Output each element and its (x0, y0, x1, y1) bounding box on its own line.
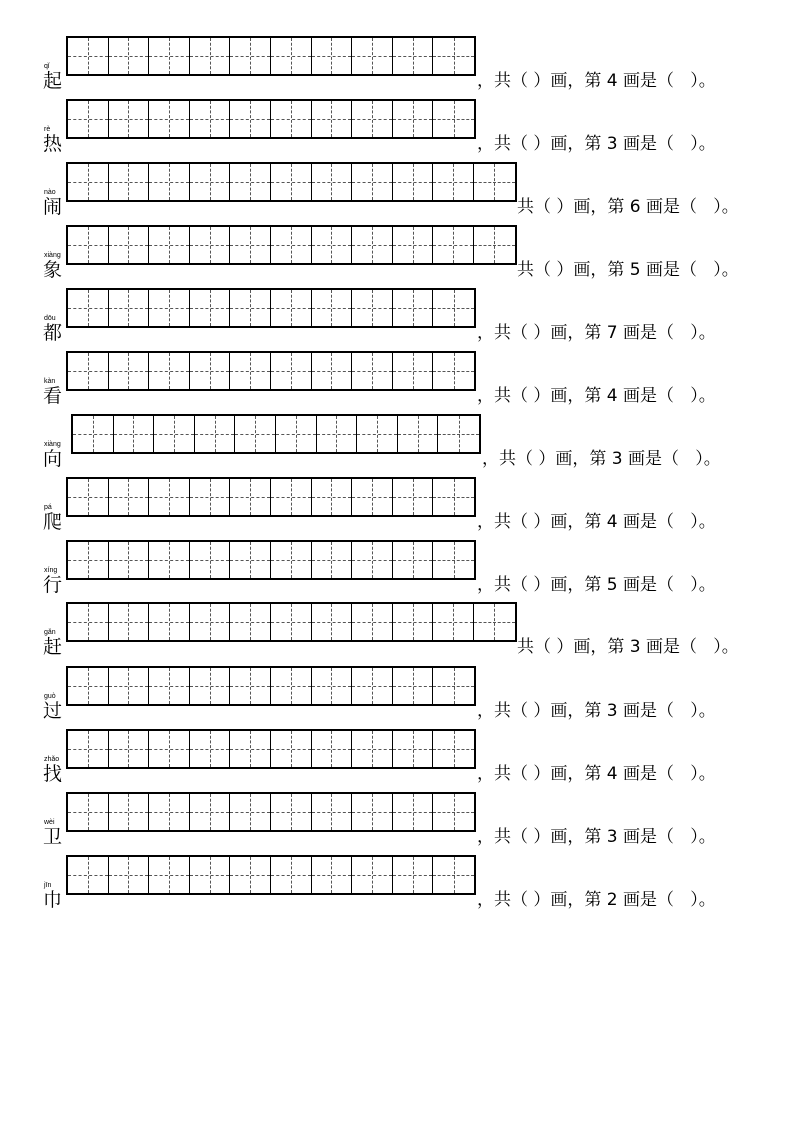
writing-cell[interactable] (271, 794, 312, 830)
writing-cell[interactable] (312, 731, 353, 767)
writing-cell[interactable] (271, 857, 312, 893)
writing-cell[interactable] (109, 227, 150, 263)
writing-cell[interactable] (109, 38, 150, 74)
writing-cell[interactable] (312, 227, 353, 263)
writing-cell[interactable] (352, 353, 393, 389)
writing-cell[interactable] (68, 479, 109, 515)
question-text: ，共（ ）画，第 4 画是（ ）。 (477, 764, 716, 784)
writing-cell[interactable] (474, 164, 515, 200)
writing-cell[interactable] (352, 794, 393, 830)
writing-cell[interactable] (271, 38, 312, 74)
writing-cell[interactable] (352, 604, 393, 640)
writing-cell[interactable] (68, 604, 109, 640)
writing-cell[interactable] (68, 731, 109, 767)
writing-cell[interactable] (149, 604, 190, 640)
stroke-grid[interactable] (66, 99, 476, 139)
writing-cell[interactable] (230, 668, 271, 704)
stroke-grid[interactable] (71, 414, 481, 454)
writing-cell[interactable] (393, 668, 434, 704)
writing-cell[interactable] (230, 479, 271, 515)
character-label: 卫 (43, 826, 63, 848)
writing-cell[interactable] (393, 290, 434, 326)
writing-cell[interactable] (190, 164, 231, 200)
writing-cell[interactable] (68, 227, 109, 263)
character-label: 起 (43, 70, 63, 92)
writing-cell[interactable] (317, 416, 358, 452)
question-text: ，共（ ）画，第 4 画是（ ）。 (477, 512, 716, 532)
stroke-grid[interactable] (66, 602, 517, 642)
writing-cell[interactable] (433, 38, 474, 74)
writing-cell[interactable] (190, 290, 231, 326)
writing-cell[interactable] (433, 857, 474, 893)
writing-cell[interactable] (312, 604, 353, 640)
writing-cell[interactable] (190, 542, 231, 578)
character-label: 都 (43, 322, 63, 344)
writing-cell[interactable] (357, 416, 398, 452)
writing-cell[interactable] (352, 479, 393, 515)
writing-cell[interactable] (352, 857, 393, 893)
writing-cell[interactable] (149, 794, 190, 830)
writing-cell[interactable] (230, 731, 271, 767)
writing-cell[interactable] (68, 857, 109, 893)
writing-cell[interactable] (149, 668, 190, 704)
character-label: 向 (43, 448, 63, 470)
writing-cell[interactable] (393, 857, 434, 893)
writing-cell[interactable] (352, 668, 393, 704)
writing-cell[interactable] (393, 604, 434, 640)
writing-cell[interactable] (433, 731, 474, 767)
writing-cell[interactable] (230, 101, 271, 137)
character-label: 热 (43, 133, 63, 155)
writing-cell[interactable] (190, 668, 231, 704)
writing-cell[interactable] (271, 668, 312, 704)
pinyin-label: gǎn (44, 629, 56, 636)
character-label: 闹 (43, 196, 63, 218)
writing-cell[interactable] (149, 731, 190, 767)
writing-cell[interactable] (271, 353, 312, 389)
stroke-grid[interactable] (66, 351, 476, 391)
writing-cell[interactable] (276, 416, 317, 452)
writing-cell[interactable] (474, 604, 515, 640)
writing-cell[interactable] (271, 731, 312, 767)
writing-cell[interactable] (190, 857, 231, 893)
writing-cell[interactable] (73, 416, 114, 452)
character-label: 爬 (43, 511, 63, 533)
exercise-row (0, 882, 800, 941)
character-label: 赶 (43, 636, 63, 658)
writing-cell[interactable] (190, 101, 231, 137)
pinyin-label: zhǎo (44, 756, 60, 763)
writing-cell[interactable] (109, 164, 150, 200)
writing-cell[interactable] (109, 731, 150, 767)
writing-cell[interactable] (312, 794, 353, 830)
writing-cell[interactable] (312, 290, 353, 326)
writing-cell[interactable] (230, 290, 271, 326)
question-text: ，共（ ）画，第 3 画是（ ）。 (477, 134, 716, 154)
writing-cell[interactable] (312, 668, 353, 704)
writing-cell[interactable] (149, 857, 190, 893)
writing-cell[interactable] (149, 164, 190, 200)
stroke-grid[interactable] (66, 666, 476, 706)
writing-cell[interactable] (190, 227, 231, 263)
writing-cell[interactable] (190, 604, 231, 640)
question-text: ，共（ ）画，第 3 画是（ ）。 (477, 827, 716, 847)
writing-cell[interactable] (149, 353, 190, 389)
writing-cell[interactable] (352, 290, 393, 326)
writing-cell[interactable] (393, 101, 434, 137)
writing-cell[interactable] (68, 353, 109, 389)
question-text: ，共（ ）画，第 4 画是（ ）。 (477, 386, 716, 406)
writing-cell[interactable] (312, 101, 353, 137)
writing-cell[interactable] (230, 604, 271, 640)
stroke-grid[interactable] (66, 792, 476, 832)
writing-cell[interactable] (398, 416, 439, 452)
pinyin-label: guò (44, 693, 56, 700)
pinyin-label: nào (44, 189, 56, 196)
writing-cell[interactable] (312, 38, 353, 74)
writing-cell[interactable] (393, 479, 434, 515)
writing-cell[interactable] (271, 101, 312, 137)
writing-cell[interactable] (230, 794, 271, 830)
writing-cell[interactable] (195, 416, 236, 452)
writing-cell[interactable] (393, 542, 434, 578)
writing-cell[interactable] (433, 542, 474, 578)
writing-cell[interactable] (149, 479, 190, 515)
stroke-grid[interactable] (66, 288, 476, 328)
stroke-grid[interactable] (66, 225, 517, 265)
character-label: 行 (43, 574, 63, 596)
writing-cell[interactable] (68, 101, 109, 137)
writing-cell[interactable] (114, 416, 155, 452)
writing-cell[interactable] (109, 479, 150, 515)
stroke-grid[interactable] (66, 162, 517, 202)
pinyin-label: qǐ (44, 63, 50, 70)
writing-cell[interactable] (109, 794, 150, 830)
writing-cell[interactable] (68, 38, 109, 74)
pinyin-label: dōu (44, 315, 56, 322)
writing-cell[interactable] (109, 290, 150, 326)
writing-cell[interactable] (68, 668, 109, 704)
writing-cell[interactable] (190, 731, 231, 767)
writing-cell[interactable] (433, 479, 474, 515)
writing-cell[interactable] (393, 227, 434, 263)
writing-cell[interactable] (68, 290, 109, 326)
character-label: 过 (43, 700, 63, 722)
writing-cell[interactable] (230, 353, 271, 389)
writing-cell[interactable] (393, 731, 434, 767)
writing-cell[interactable] (393, 794, 434, 830)
writing-cell[interactable] (433, 604, 474, 640)
question-text: 共（ ）画，第 5 画是（ ）。 (517, 260, 739, 280)
writing-cell[interactable] (352, 542, 393, 578)
character-label: 象 (43, 259, 63, 281)
pinyin-label: jīn (44, 882, 52, 889)
writing-cell[interactable] (312, 857, 353, 893)
writing-cell[interactable] (271, 542, 312, 578)
writing-cell[interactable] (235, 416, 276, 452)
question-text: 共（ ）画，第 3 画是（ ）。 (517, 637, 739, 657)
writing-cell[interactable] (312, 479, 353, 515)
writing-cell[interactable] (109, 604, 150, 640)
writing-cell[interactable] (190, 794, 231, 830)
writing-cell[interactable] (433, 290, 474, 326)
writing-cell[interactable] (149, 38, 190, 74)
writing-cell[interactable] (433, 794, 474, 830)
stroke-grid[interactable] (66, 855, 476, 895)
writing-cell[interactable] (109, 101, 150, 137)
writing-cell[interactable] (68, 794, 109, 830)
writing-cell[interactable] (352, 227, 393, 263)
writing-cell[interactable] (149, 542, 190, 578)
writing-cell[interactable] (271, 290, 312, 326)
stroke-grid[interactable] (66, 729, 476, 769)
pinyin-label: wèi (44, 819, 55, 826)
writing-cell[interactable] (109, 668, 150, 704)
writing-cell[interactable] (433, 353, 474, 389)
writing-cell[interactable] (230, 542, 271, 578)
pinyin-label: xíng (44, 567, 58, 574)
writing-cell[interactable] (109, 857, 150, 893)
writing-cell[interactable] (352, 101, 393, 137)
question-text: ，共（ ）画，第 2 画是（ ）。 (477, 890, 716, 910)
pinyin-label: kàn (44, 378, 56, 385)
stroke-grid[interactable] (66, 36, 476, 76)
stroke-grid[interactable] (66, 540, 476, 580)
writing-cell[interactable] (230, 38, 271, 74)
question-text: ，共（ ）画，第 7 画是（ ）。 (477, 323, 716, 343)
writing-cell[interactable] (230, 857, 271, 893)
writing-cell[interactable] (68, 542, 109, 578)
stroke-grid[interactable] (66, 477, 476, 517)
pinyin-label: pá (44, 504, 52, 511)
writing-cell[interactable] (271, 479, 312, 515)
writing-cell[interactable] (190, 353, 231, 389)
writing-cell[interactable] (271, 164, 312, 200)
question-text: ，共（ ）画，第 4 画是（ ）。 (477, 71, 716, 91)
writing-cell[interactable] (109, 353, 150, 389)
writing-cell[interactable] (312, 164, 353, 200)
writing-cell[interactable] (433, 668, 474, 704)
writing-cell[interactable] (433, 164, 474, 200)
writing-cell[interactable] (230, 164, 271, 200)
writing-cell[interactable] (149, 227, 190, 263)
writing-cell[interactable] (149, 101, 190, 137)
question-text: 共（ ）画，第 6 画是（ ）。 (517, 197, 739, 217)
writing-cell[interactable] (438, 416, 479, 452)
writing-cell[interactable] (433, 227, 474, 263)
writing-cell[interactable] (109, 542, 150, 578)
writing-cell[interactable] (230, 227, 271, 263)
writing-cell[interactable] (393, 353, 434, 389)
writing-cell[interactable] (271, 227, 312, 263)
writing-cell[interactable] (352, 164, 393, 200)
pinyin-label: xiàng (44, 252, 61, 259)
character-label: 看 (43, 385, 63, 407)
writing-cell[interactable] (312, 542, 353, 578)
writing-cell[interactable] (68, 164, 109, 200)
character-label: 巾 (43, 889, 63, 911)
question-text: ，共（ ）画，第 3 画是（ ）。 (482, 449, 721, 469)
writing-cell[interactable] (393, 164, 434, 200)
question-text: ，共（ ）画，第 5 画是（ ）。 (477, 575, 716, 595)
writing-cell[interactable] (393, 38, 434, 74)
writing-cell[interactable] (352, 731, 393, 767)
pinyin-label: xiàng (44, 441, 61, 448)
writing-cell[interactable] (271, 604, 312, 640)
writing-cell[interactable] (474, 227, 515, 263)
writing-cell[interactable] (149, 290, 190, 326)
pinyin-label: rè (44, 126, 51, 133)
question-text: ，共（ ）画，第 3 画是（ ）。 (477, 701, 716, 721)
writing-cell[interactable] (190, 38, 231, 74)
writing-cell[interactable] (352, 38, 393, 74)
character-label: 找 (43, 763, 63, 785)
writing-cell[interactable] (190, 479, 231, 515)
writing-cell[interactable] (433, 101, 474, 137)
writing-cell[interactable] (312, 353, 353, 389)
writing-cell[interactable] (154, 416, 195, 452)
